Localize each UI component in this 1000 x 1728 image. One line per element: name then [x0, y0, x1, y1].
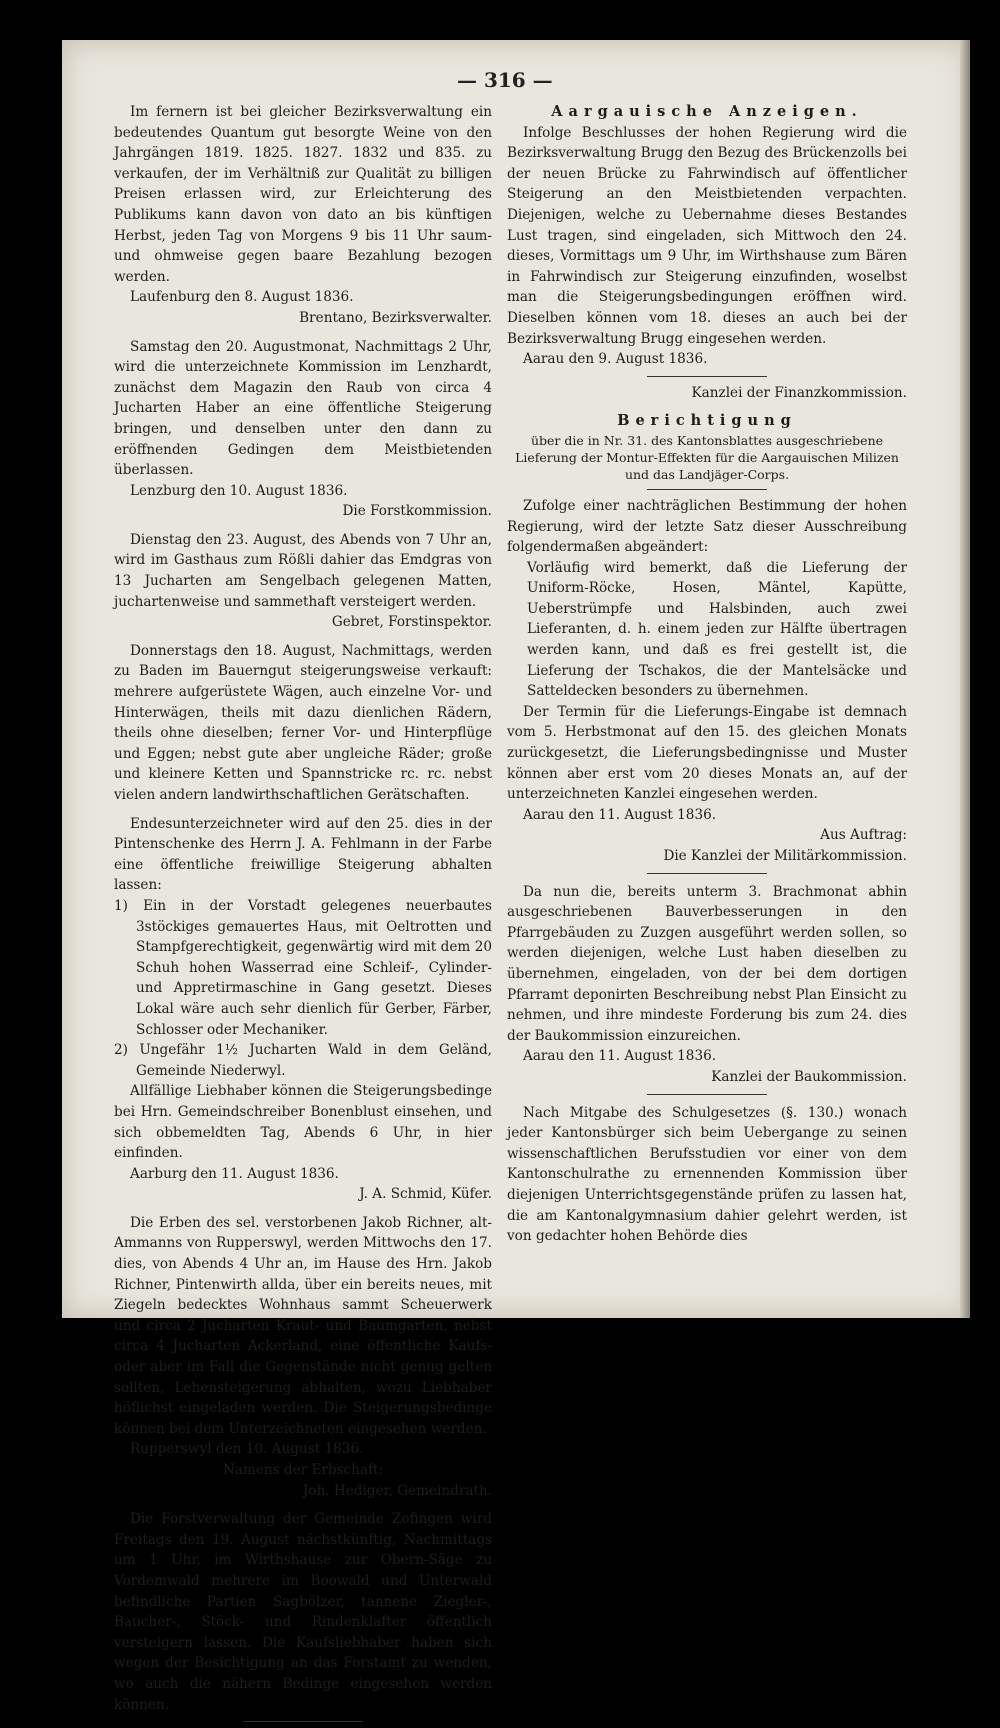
- notice-zuzgen-place: Aarau den 11. August 1836.: [523, 1048, 717, 1065]
- rule-1: [647, 376, 767, 377]
- berichtigung-signature-1: Aus Auftrag:: [820, 827, 907, 844]
- notice-lenzburg-text: Samstag den 20. Augustmonat, Nachmittags 2 Uhr, wird die unterzeichnete Kommission im Lenzhardt, zunächst dem Magazin den Raub von circa 4 Jucharten Haber an eine öffentliche Steigerung bringen, und denselben unter den dann zu eröffnenden Gedingen dem Meistbietenden überlassen.: [114, 338, 492, 479]
- notice-aarburg-item-1: 1) Ein in der Vorstadt gelegenes neuerbautes 3stöckiges gemauertes Haus, mit Oeltrotten und Stampfgerechtigkeit, gegenwärtig wird mit dem 20 Schuh hohen Wasserrad eine Schleif-, Cylinder- und Appretirmaschine in Gang gesetzt. Dieses Lokal wäre auch sehr dienlich für Gerber, Färber, Schlosser oder Mechaniker.: [114, 897, 492, 1038]
- notice-zofingen-text: Die Forstverwaltung der Gemeinde Zofingen wird Freitags den 19. August nächstkünftig, Nachmittags um 1 Uhr, im Wirthshause zur Obern-Säge zu Vordemwald mehrere im Boowald und Unterwald befindliche Partien Sagbölzer, tannene Ziegler-, Baucher-, Stöck- und Rindenklafter öffentlich versteigern lassen. Die Kaufsliebhaber haben sich wegen der Besichtigung an das Forstamt zu wenden, wo auch die nähern Bedinge eingesehen werden können.: [114, 1511, 492, 1713]
- notice-lenzburg-place: Lenzburg den 10. August 1836.: [130, 482, 348, 499]
- notice-zuzgen-signature: Kanzlei der Baukommission.: [711, 1068, 907, 1085]
- notice-aarburg-place: Aarburg den 11. August 1836.: [130, 1165, 339, 1182]
- berichtigung-quote: Vorläufig wird bemerkt, daß die Lieferung der Uniform-Röcke, Hosen, Mäntel, Kapütte, Ueberstrümpfe und Halsbinden, auch zwei Lieferanten, d. h. einem jeden zur Hälfte übertragen werden kann, und daß es frei gestellt ist, die Lieferung der Tschakos, die der Mantelsäcke und Satteldecken besonders zu übernehmen.: [527, 559, 907, 700]
- left-column: [114, 102, 492, 1728]
- notice-laufenburg-signature: Brentano, Bezirksverwalter.: [299, 309, 492, 326]
- rule-3: [647, 873, 767, 874]
- notice-aarburg-item-2: 2) Ungefähr 1½ Jucharten Wald in dem Geländ, Gemeinde Niederwyl.: [114, 1042, 492, 1079]
- notice-laufenburg-place: Laufenburg den 8. August 1836.: [130, 289, 354, 306]
- notice-rupperswyl-text: Die Erben des sel. verstorbenen Jakob Richner, alt-Ammanns von Rupperswyl, werden Mittwochs den 17. dies, von Abends 4 Uhr an, im Hause des Hrn. Jakob Richner, Pintenwirth allda, über ein bereits neues, mit Ziegeln bedecktes Wohnhaus sammt Scheuerwerk und circa 2 Jucharten Kraut- und Baumgarten, nebst circa 4 Jucharten Ackerland, eine öffentliche Kaufs- oder aber im Fall die Gegenstände nicht genug gelten sollten, Lehensteigerung abhalten, wozu Liebhaber höflichst eingeladen werden. Die Steigerungsbedinge können bei dem Unterzeichneten eingesehen werden.: [114, 1214, 492, 1437]
- notice-lenzburg-signature: Die Forstkommission.: [342, 503, 492, 520]
- notice-baden-text: Donnerstags den 18. August, Nachmittags, werden zu Baden im Bauerngut steigerungsweise verkauft: mehrere aufgerüstete Wägen, auch einzelne Vor- und Hinterwägen, theils mit dazu dienlichen Rädern, theils ohne dieselben; ferner Vor- und Hinterpflüge und Eggen; nebst gute aber ungleiche Räder; große und kleinere Ketten und Spannstricke rc. rc. nebst vielen andern landwirthschaftlichen Gerätschaften.: [114, 642, 492, 803]
- notice-zuzgen-text: Da nun die, bereits unterm 3. Brachmonat abhin ausgeschriebenen Bauverbesserungen in den Pfarrgebäuden zu Zuzgen ausgeführt werden sollen, so werden diejenigen, welche Lust haben dieselben zu übernehmen, eingeladen, von der bei dem dortigen Pfarramt deponirten Beschreibung nebst Plan Einsicht zu nehmen, und ihre mindeste Forderung bis zum 24. dies der Baukommission einzureichen.: [507, 883, 907, 1044]
- notice-aarburg-intro: Endesunterzeichneter wird auf den 25. dies in der Pintenschenke des Herrn J. A. Fehlmann in der Farbe eine öffentliche freiwillige Steigerung abhalten lassen:: [114, 815, 492, 894]
- notice-rupperswyl-signature-2: Joh. Hediger, Gemeindrath.: [302, 1482, 492, 1499]
- page-number: — 316 —: [457, 68, 553, 92]
- end-rule: [243, 1721, 363, 1722]
- notice-rupperswyl-place: Rupperswyl den 10. August 1836.: [130, 1441, 364, 1458]
- notice-brugg-text: Infolge Beschlusses der hohen Regierung wird die Bezirksverwaltung Brugg den Bezug des Brückenzolls bei der neuen Brücke zu Fahrwindisch auf öffentlicher Steigerung an den Meistbietenden verpachten. Diejenigen, welche zu Uebernahme dieses Bestandes Lust tragen, sind eingeladen, sich Mittwoch den 24. dieses, Vormittags um 9 Uhr, im Wirthshause zum Bären in Fahrwindisch zur Steigerung einzufinden, woselbst man die Steigerungsbedingungen eröffnen wird. Dieselben können vom 18. dieses an auch bei der Bezirksverwaltung Brugg eingesehen werden.: [507, 124, 907, 347]
- rule-2: [647, 489, 767, 490]
- notice-roessli-signature: Gebret, Forstinspektor.: [331, 614, 492, 631]
- notice-roessli-text: Dienstag den 23. August, des Abends von 7 Uhr an, wird im Gasthaus zum Rößli dahier das Emdgras von 13 Jucharten am Sengelbach gelegenen Matten, juchartenweise und sammethaft versteigert werden.: [114, 531, 492, 610]
- berichtigung-subtitle: über die in Nr. 31. des Kantonsblattes ausgeschriebene Lieferung der Montur-Effekten für die Aargauischen Milizen und das Landjäger-Corps.: [515, 432, 899, 482]
- berichtigung-term: Der Termin für die Lieferungs-Eingabe ist demnach vom 5. Herbstmonat auf den 15. des gleichen Monats zurückgesetzt, die Lieferungsbedingnisse und Muster können aber erst vom 20 dieses Monats an, auf der unterzeichneten Kanzlei eingesehen werden.: [507, 703, 907, 803]
- rule-4: [647, 1094, 767, 1095]
- notice-aarburg-outro: Allfällige Liebhaber können die Steigerungsbedinge bei Hrn. Gemeindschreiber Bonenblust einsehen, und sich obbemeldten Tag, Abends 6 Uhr, in hier einfinden.: [114, 1083, 492, 1162]
- berichtigung-signature-2: Die Kanzlei der Militärkommission.: [663, 848, 907, 864]
- notice-schulgesetz-text: Nach Mitgabe des Schulgesetzes (§. 130.) wonach jeder Kantonsbürger sich beim Uebergange zu seinen wissenschaftlichen Berufsstudien vor einer von dem Kantonschulrathe zu ernennenden Kommission über diejenigen Unterrichtsgegenstände prüfen zu lassen hat, die am Kantonalgymnasium dahier gelehrt werden, ist von gedachter hohen Behörde dies: [507, 1104, 907, 1245]
- page-edge: [960, 40, 970, 1318]
- berichtigung-title: Berichtigung: [617, 412, 797, 430]
- berichtigung-place: Aarau den 11. August 1836.: [523, 806, 717, 823]
- right-column: [507, 102, 907, 1247]
- notice-rupperswyl-signature-1: Namens der Erbschaft:: [222, 1462, 384, 1478]
- notice-aarburg-signature: J. A. Schmid, Küfer.: [359, 1186, 492, 1203]
- notice-brugg-place: Aarau den 9. August 1836.: [523, 351, 708, 368]
- berichtigung-intro: Zufolge einer nachträglichen Bestimmung der hohen Regierung, wird der letzte Satz dieser Ausschreibung folgendermaßen abgeändert:: [507, 497, 907, 556]
- notice-brugg-signature: Kanzlei der Finanzkommission.: [691, 384, 907, 401]
- section-heading: Aargauische Anzeigen.: [551, 103, 863, 120]
- newspaper-page: [62, 40, 970, 1713]
- notice-laufenburg-text: Im fernern ist bei gleicher Bezirksverwaltung ein bedeutendes Quantum gut besorgte Weine von den Jahrgängen 1819. 1825. 1827. 1832 und 835. zu verkaufen, der im Verhältniß zur Qualität zu billigen Preisen erlassen wird, zur Erleichterung des Publikums kann davon von dato an bis künftigen Herbst, jeden Tag von Morgens 9 bis 11 Uhr saum- und ohmweise gegen baare Bezahlung bezogen werden.: [114, 104, 492, 285]
